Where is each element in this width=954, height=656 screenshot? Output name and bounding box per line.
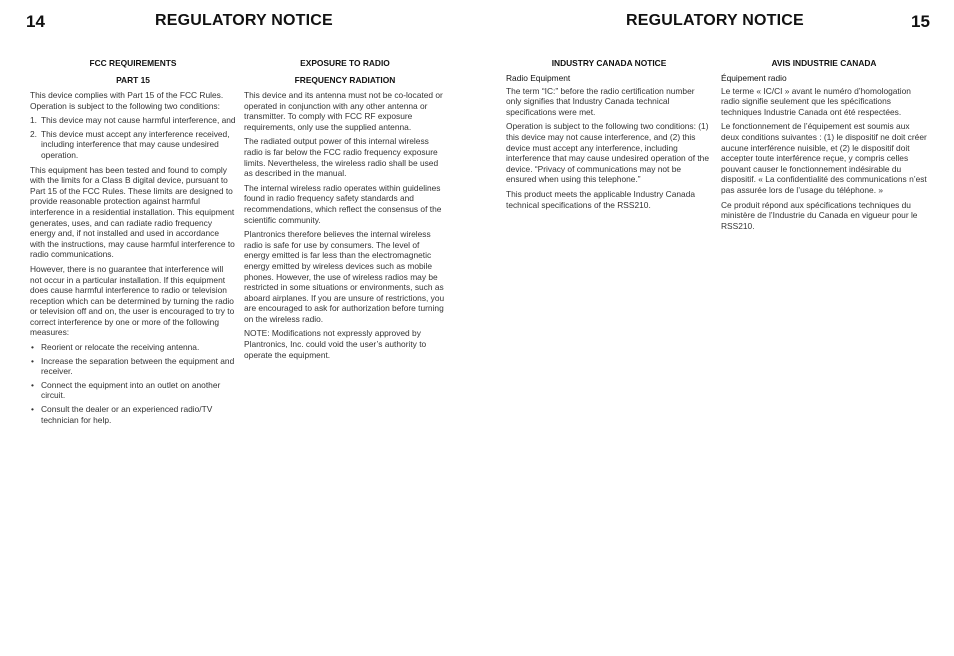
- avis-paragraph: Le terme « IC/CI » avant le numéro d’homologation radio signifie seulement que les spécifications techniques Industrie Canada ont été respectées.: [721, 85, 911, 117]
- ic-subheading: Radio Equipment: [506, 73, 571, 83]
- condition-item: 2. This device must accept any interference received, including interference that may cause undesired operation.: [30, 129, 236, 161]
- ic-paragraph: Operation is subject to the following two conditions: (1) this device may not cause interference, and (2) this device must accept any interference, including interference that may cause undesired operation of the device. “Privacy of communications may not be ensured when using this telephone.”: [506, 121, 709, 185]
- avis-heading: AVIS INDUSTRIE CANADA: [771, 58, 877, 68]
- fcc-paragraph: However, there is no guarantee that interference will not occur in a particular installation. If this equipment does cause harmful interference to radio or television reception which can be determined by turning the radio or television off and on, the user is encouraged to try to correct interference by one or more of the following measures:: [30, 263, 235, 338]
- avis-subheading: Équipement radio: [721, 73, 787, 83]
- avis-paragraph: Le fonctionnement de l’équipement est soumis aux deux conditions suivantes : (1) le dispositif ne doit créer aucune interférence nuisible, et (2) le dispositif doit accepter toute interférence reçue, y compris celles pouvant causer le fonctionnement indésirable du dispositif. « La confidentialité des communications n’est pas assurée lors de l’usage du téléphone. »: [721, 121, 927, 195]
- ic-heading: INDUSTRY CANADA NOTICE: [551, 58, 667, 68]
- avis-paragraph: Ce produit répond aux spécifications techniques du ministère de l’Industrie du Canada en vigueur pour le RSS210.: [721, 199, 918, 231]
- fcc-heading: FCC REQUIREMENTS: [89, 58, 177, 68]
- rf-exposure-column: [244, 56, 446, 364]
- measure-item: • Increase the separation between the equipment and receiver.: [30, 356, 236, 377]
- page-number-left: 14: [26, 12, 45, 31]
- fcc-measures-list: [30, 342, 236, 425]
- page-title-right: REGULATORY NOTICE: [626, 12, 804, 29]
- measure-item: • Reorient or relocate the receiving antenna.: [30, 342, 236, 353]
- rf-paragraph: This device and its antenna must not be co-located or operated in conjunction with any other antenna or transmitter. To comply with FCC RF exposure requirements, only use the supplied antenna.: [244, 90, 443, 132]
- rf-paragraph: The internal wireless radio operates within guidelines found in radio frequency safety standards and recommendations, which reflect the consensus of the scientific community.: [244, 182, 442, 225]
- rf-paragraph: The radiated output power of this internal wireless radio is far below the FCC radio frequency exposure limits. Nevertheless, the wireless radio shall be used as described in the manual.: [244, 136, 439, 179]
- avis-industrie-column: [721, 56, 927, 235]
- fcc-requirements-column: [30, 56, 236, 429]
- part15-heading: PART 15: [116, 75, 150, 85]
- measure-item: • Consult the dealer or an experienced radio/TV technician for help.: [30, 404, 236, 425]
- industry-canada-column: [506, 56, 712, 214]
- fcc-conditions-list: [30, 115, 236, 160]
- rf-note: NOTE: Modifications not expressly approved by Plantronics, Inc. could void the user’s authority to operate the equipment.: [244, 328, 427, 360]
- rf-subheading: FREQUENCY RADIATION: [294, 75, 396, 85]
- fcc-paragraph: This equipment has been tested and found to comply with the limits for a Class B digital device, pursuant to Part 15 of the FCC Rules. These limits are designed to provide reasonable protection against harmful interference in a residential installation. This equipment generates, uses, and can radiate radio frequency energy and, if not installed and used in accordance with the instructions, may cause harmful interference to radio communications.: [30, 164, 235, 260]
- page-title-left: REGULATORY NOTICE: [155, 12, 333, 29]
- rf-heading: EXPOSURE TO RADIO: [300, 58, 390, 68]
- rf-paragraph: Plantronics therefore believes the internal wireless radio is safe for use by consumers. The level of energy emitted is far less than the electromagnetic energy emitted by wireless devices such as mobile phones. However, the use of wireless radios may be restricted in some situations or environments, such as aboard airplanes. If you are unsure of restrictions, you are encouraged to ask for authorization before turning on the wireless radio.: [244, 229, 445, 324]
- ic-paragraph: This product meets the applicable Industry Canada technical specifications of the RSS210.: [506, 188, 696, 210]
- measure-item: • Connect the equipment into an outlet on another circuit.: [30, 380, 236, 401]
- fcc-intro: This device complies with Part 15 of the FCC Rules. Operation is subject to the following two conditions:: [30, 90, 224, 111]
- condition-item: 1. This device may not cause harmful interference, and: [30, 115, 236, 126]
- ic-paragraph: The term “IC:” before the radio certification number only signifies that Industry Canada technical specifications were met.: [506, 85, 695, 117]
- page-number-right: 15: [911, 12, 930, 31]
